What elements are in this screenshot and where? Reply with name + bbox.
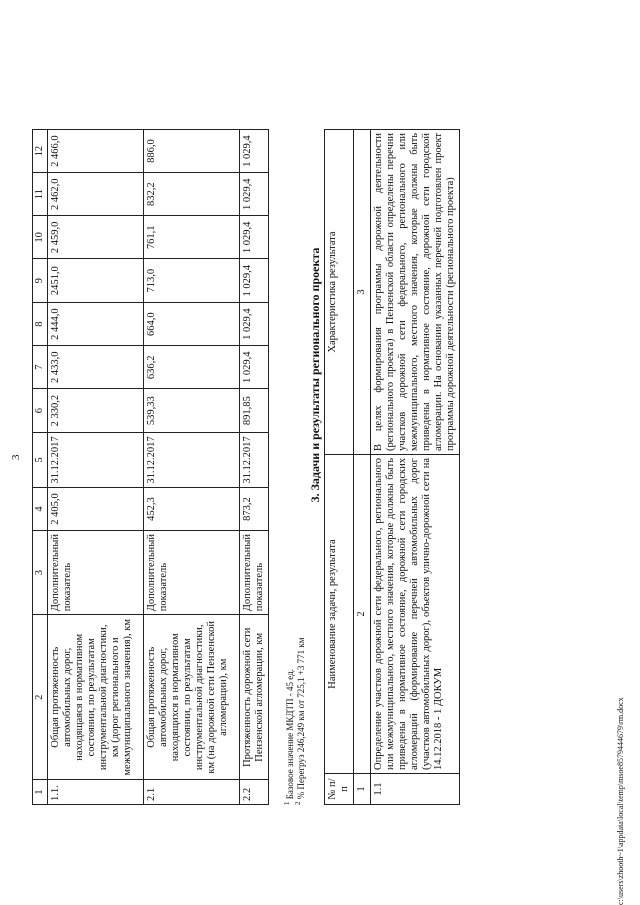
table-index-row <box>354 130 371 805</box>
value-cell: 2451,0 <box>48 259 144 303</box>
header-cell: 6 <box>33 389 48 433</box>
value-cell: 1 029,4 <box>240 346 269 389</box>
base-value: 2 405,0 <box>48 487 144 530</box>
header-cell: 10 <box>33 216 48 259</box>
footnote-mark: 2 <box>294 801 302 805</box>
base-date: 31.12.2017 <box>48 433 144 488</box>
header-cell: 11 <box>33 173 48 216</box>
footnote-text: Базовое значение МКДТП - 45 ед. <box>285 669 295 800</box>
value-cell: 886,0 <box>144 130 240 173</box>
value-cell: 1 029,4 <box>240 173 269 216</box>
index-cell: 1 <box>354 774 371 805</box>
header-cell: 3 <box>33 531 48 615</box>
value-cell: 1 029,4 <box>240 216 269 259</box>
value-cell: 2 462,0 <box>48 173 144 216</box>
value-cell: 636,2 <box>144 346 240 389</box>
base-date: 31.12.2017 <box>144 433 240 488</box>
value-cell: 664,0 <box>144 303 240 346</box>
header-cell: Характеристика результата <box>325 130 354 455</box>
row-number: 1.1. <box>48 780 144 805</box>
table-header-row <box>33 130 48 805</box>
value-cell: 1 029,4 <box>240 130 269 173</box>
section-title: 3. Задачи и результаты регионального проекта <box>308 247 322 503</box>
task-name: Определение участков дорожной сети федерального, регионального или межмуниципального, местного значения, которые должны быть приведены в нормативное состояние, дорожной сети городских агломераций (формирование перечней автомобильных дорог (участков автомобильных дорог), объектов улично-дорожной сети на 14.12.2018 - 1 ДОКУМ <box>371 455 460 774</box>
table-header-row <box>325 130 354 805</box>
value-cell: 832,2 <box>144 173 240 216</box>
header-cell: 2 <box>33 615 48 780</box>
value-cell: 2 330,2 <box>48 389 144 433</box>
indicator-name: Общая протяженность автомобильных дорог, находящаяся в нормативном состоянии, по результатам инструментальной диагностики, км (дорог регионального и межмуниципального значения), км <box>48 615 144 780</box>
header-cell: 8 <box>33 303 48 346</box>
base-date: 31.12.2017 <box>240 433 269 488</box>
value-cell: 2 466,0 <box>48 130 144 173</box>
table-row <box>371 130 460 805</box>
header-cell: 7 <box>33 346 48 389</box>
value-cell: 761,1 <box>144 216 240 259</box>
value-cell: 539,33 <box>144 389 240 433</box>
base-value: 452,3 <box>144 487 240 530</box>
tasks-table <box>324 129 460 805</box>
header-cell: № п/п <box>325 774 354 805</box>
header-cell: Наименование задачи, результата <box>325 455 354 774</box>
header-cell: 5 <box>33 433 48 488</box>
row-number: 2.2 <box>240 780 269 805</box>
result-description: В целях формирования программы дорожной деятельности (регионального проекта) в Пензенской области определены перечни участков дорожной сети федерального, регионального или межмуниципального, местного значения, которые должны быть приведены в нормативное состояние, дорожной сети городской агломерации. На основании указанных перечней подготовлен проект программы дорожной деятельности (регионального проекта) <box>371 130 460 455</box>
indicator-type: Дополнительный показатель <box>240 531 269 615</box>
value-cell: 2 459,0 <box>48 216 144 259</box>
footnote <box>294 638 306 805</box>
table-row <box>144 130 240 805</box>
header-cell: 12 <box>33 130 48 173</box>
indicator-name: Общая протяженность автомобильных дорог, находящихся в нормативном состоянии, по результатам инструментальной диагностики, км (на дорожной сети Пензенской агломерации), км <box>144 615 240 780</box>
value-cell: 891,85 <box>240 389 269 433</box>
header-cell: 1 <box>33 780 48 805</box>
indicator-name: Протяженность дорожной сети Пензенской агломерации, км <box>240 615 269 780</box>
value-cell: 713,0 <box>144 259 240 303</box>
footnote-text: % Перегруз 246,249 км от 725,1 +3 771 км <box>296 637 306 800</box>
file-path: c:\users\zhooth~1\appdata\local\temp\msoe8579444679\rm.docx <box>616 697 625 905</box>
indicator-type: Дополнительный показатель <box>144 531 240 615</box>
indicators-table <box>32 129 269 805</box>
index-cell: 2 <box>354 455 371 774</box>
index-cell: 3 <box>354 130 371 455</box>
indicator-type: Дополнительный показатель <box>48 531 144 615</box>
header-cell: 4 <box>33 487 48 530</box>
row-number: 1.1 <box>371 774 460 805</box>
row-number: 2.1 <box>144 780 240 805</box>
footnote-mark: 1 <box>283 801 291 805</box>
page-number: 3 <box>10 454 22 460</box>
header-cell: 9 <box>33 259 48 303</box>
table-row <box>48 130 144 805</box>
table-row <box>240 130 269 805</box>
value-cell: 2 433,0 <box>48 346 144 389</box>
value-cell: 2 444,0 <box>48 303 144 346</box>
base-value: 873,2 <box>240 487 269 530</box>
value-cell: 1 029,4 <box>240 303 269 346</box>
value-cell: 1 029,4 <box>240 259 269 303</box>
